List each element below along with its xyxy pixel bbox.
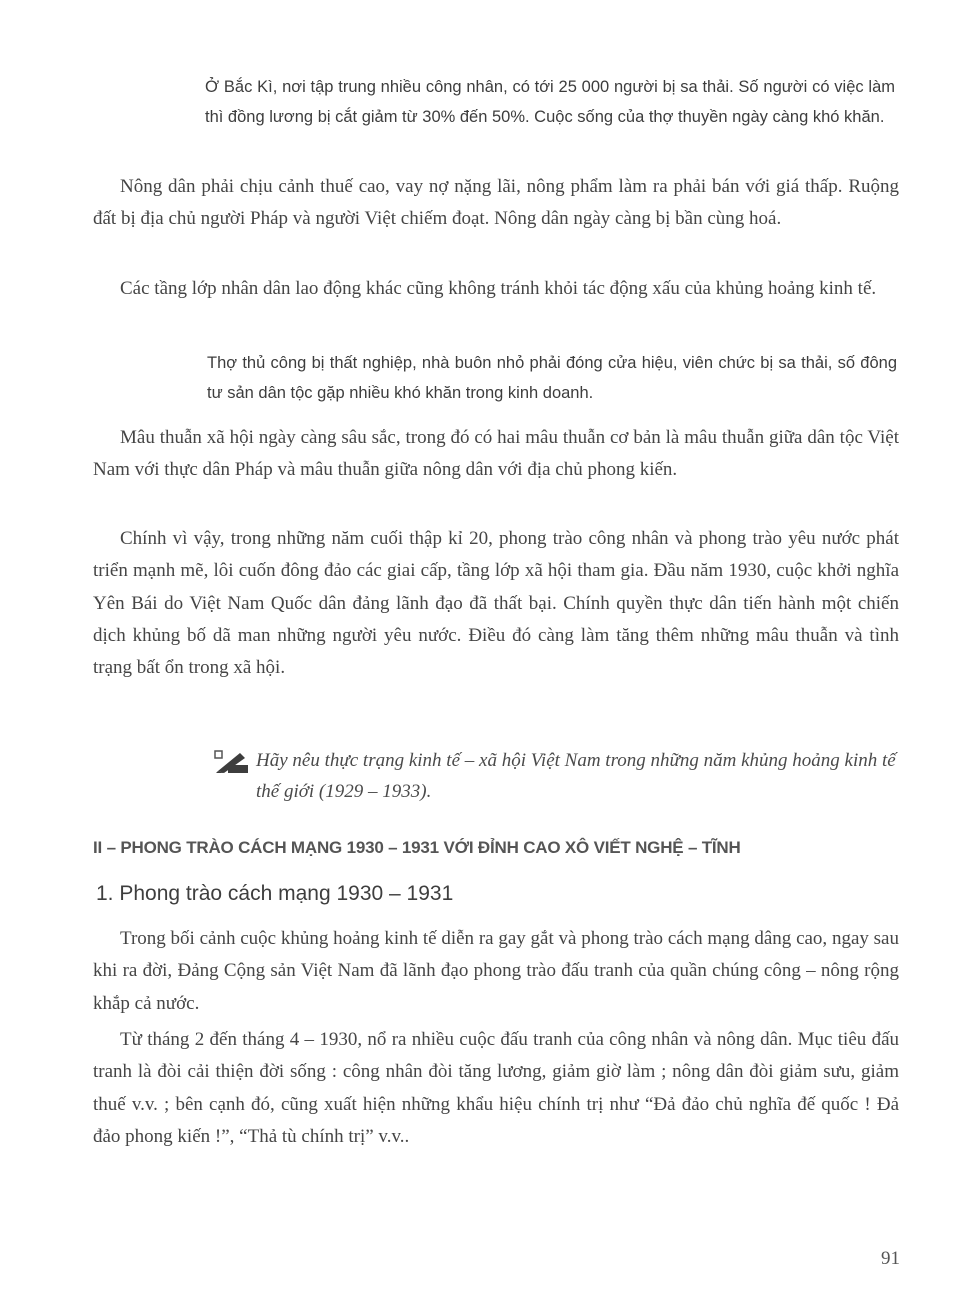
section-heading: II – PHONG TRÀO CÁCH MẠNG 1930 – 1931 VỚI ĐỈNH CAO XÔ VIẾT NGHỆ – TĨNH: [93, 838, 741, 857]
paragraph-1: Nông dân phải chịu cảnh thuế cao, vay nợ nặng lãi, nông phẩm làm ra phải bán với giá thấp. Ruộng đất bị địa chủ người Pháp và người Việt chiếm đoạt. Nông dân ngày càng bị bần cùng hoá.: [93, 176, 899, 230]
sub-heading: 1. Phong trào cách mạng 1930 – 1931: [96, 882, 454, 905]
paragraph-2: Các tầng lớp nhân dân lao động khác cũng không tránh khỏi tác động xấu của khủng hoảng kinh tế.: [120, 278, 877, 299]
review-question: [214, 745, 904, 807]
paragraph-6: Từ tháng 2 đến tháng 4 – 1930, nổ ra nhiều cuộc đấu tranh của công nhân và nông dân. Mục tiêu đấu tranh là đòi cải thiện đời sống : công nhân đòi tăng lương, giảm giờ làm ; nông dân đòi giảm sưu, giảm thuế v.v. ; bên cạnh đó, cũng xuất hiện những khẩu hiệu chính trị như “Đả đảo chủ nghĩa đế quốc ! Đả đảo phong kiến !”, “Thả tù chính trị” v.v..: [93, 1029, 899, 1147]
paragraph-4: Chính vì vậy, trong những năm cuối thập kỉ 20, phong trào công nhân và phong trào yêu nước phát triển mạnh mẽ, lôi cuốn đông đảo các giai cấp, tầng lớp xã hội tham gia. Đầu năm 1930, cuộc khởi nghĩa Yên Bái do Việt Nam Quốc dân đảng lãnh đạo đã thất bại. Chính quyền thực dân tiến hành một chiến dịch khủng bố dã man những người yêu nước. Điều đó càng làm tăng thêm những mâu thuẫn và tình trạng bất ổn trong xã hội.: [93, 528, 899, 679]
pencil-question-icon: [214, 749, 248, 773]
question-text: Hãy nêu thực trạng kinh tế – xã hội Việt Nam trong những năm khủng hoảng kinh tế thế giới (1929 – 1933).: [256, 750, 896, 802]
paragraph-3: Mâu thuẫn xã hội ngày càng sâu sắc, trong đó có hai mâu thuẫn cơ bản là mâu thuẫn giữa dân tộc Việt Nam với thực dân Pháp và mâu thuẫn giữa nông dân với địa chủ phong kiến.: [93, 427, 899, 481]
paragraph-5: Trong bối cảnh cuộc khủng hoảng kinh tế diễn ra gay gắt và phong trào cách mạng dâng cao, ngay sau khi ra đời, Đảng Cộng sản Việt Nam đã lãnh đạo phong trào đấu tranh của quần chúng công – nông rộng khắp cả nước.: [93, 928, 899, 1014]
note-block-2: Thợ thủ công bị thất nghiệp, nhà buôn nhỏ phải đóng cửa hiệu, viên chức bị sa thải, số đông tư sản dân tộc gặp nhiều khó khăn trong kinh doanh.: [207, 354, 897, 402]
page-number: 91: [881, 1248, 900, 1269]
note-block-1: Ở Bắc Kì, nơi tập trung nhiều công nhân, có tới 25 000 người bị sa thải. Số người có việc làm thì đồng lương bị cắt giảm từ 30% đến 50%. Cuộc sống của thợ thuyền ngày càng khó khăn.: [205, 78, 895, 126]
